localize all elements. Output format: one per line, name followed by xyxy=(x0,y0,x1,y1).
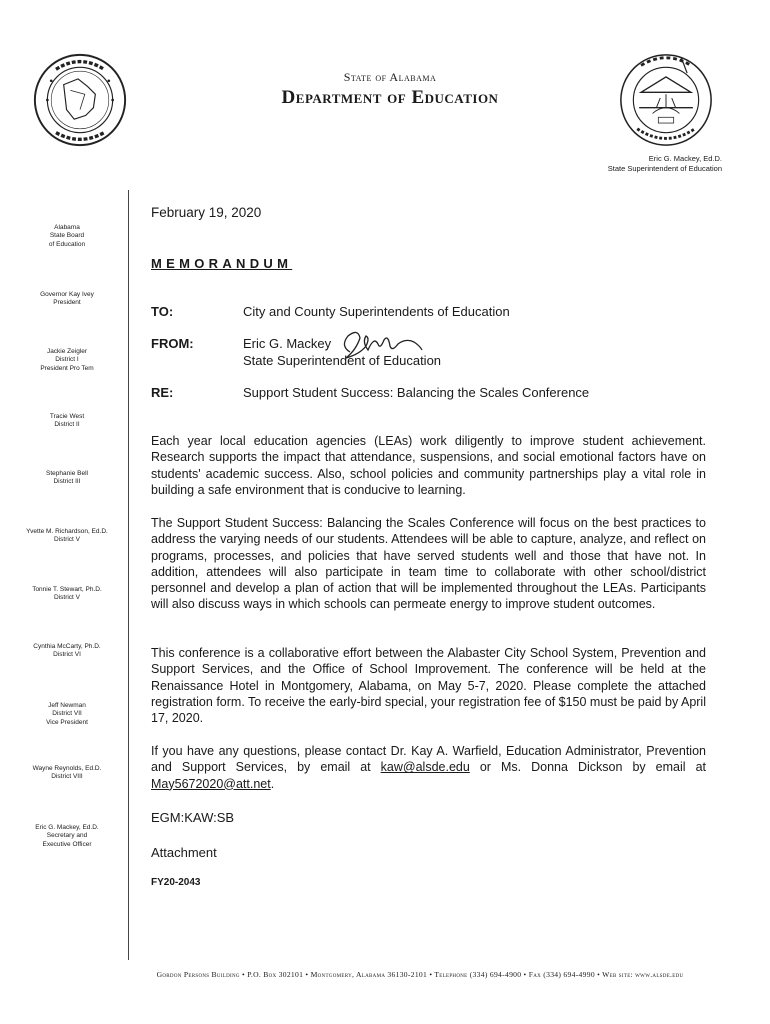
memo-heading: MEMORANDUM xyxy=(151,256,293,271)
board-member: Tonnie T. Stewart, Ph.D. District V xyxy=(32,586,102,602)
letterhead-footer: Gordon Persons Building • P.O. Box 302101 • Montgomery, Alabama 36130-2101 • Telephone (334) 694-4900 • Fax (334) 694-4990 • Web site: www.alsde.edu xyxy=(156,970,684,979)
board-member: Cynthia McCarty, Ph.D. District VI xyxy=(33,643,101,659)
board-member: Eric G. Mackey, Ed.D. Secretary and Executive Officer xyxy=(35,824,99,848)
sidebar-divider xyxy=(128,190,129,960)
re-value: Support Student Success: Balancing the Scales Conference xyxy=(243,385,590,400)
from-label: FROM: xyxy=(151,336,194,351)
board-member: Wayne Reynolds, Ed.D. District VIII xyxy=(32,765,102,781)
superintendent-name: Eric G. Mackey, Ed.D. xyxy=(648,154,722,163)
from-name: Eric G. Mackey xyxy=(243,336,332,351)
board-member: Governor Kay Ivey President xyxy=(40,291,94,307)
board-member: Yvette M. Richardson, Ed.D. District V xyxy=(26,528,108,544)
to-label: TO: xyxy=(151,304,174,319)
file-number: FY20-2043 xyxy=(151,877,201,888)
body-paragraph-1: Each year local education agencies (LEAs) work diligently to improve student achievement. Research supports the impact that attendance, suspensions, and social emotional factors have on students' academic success. Also, school policies and community partnerships play a vital role in building a safe environment that is conducive to learning. xyxy=(151,434,706,497)
body-paragraph-4: If you have any questions, please contact Dr. Kay A. Warfield, Education Administrator, Prevention and Support Services, by email at kaw@alsde.edu or Ms. Donna Dickson by email at May5672020@att.net. xyxy=(151,744,706,791)
re-label: RE: xyxy=(151,385,174,400)
email-link-warfield[interactable]: kaw@alsde.edu xyxy=(380,760,470,775)
state-heading: State of Alabama xyxy=(343,70,437,84)
memo-date: February 19, 2020 xyxy=(151,205,262,220)
memo-initials: EGM:KAW:SB xyxy=(151,810,235,825)
superintendent-title: State Superintendent of Education xyxy=(607,164,722,173)
great-seal-of-alabama-icon xyxy=(32,52,128,148)
body-paragraph-2: The Support Student Success: Balancing the Scales Conference will focus on the best practices to address the varying needs of our students. Attendees will be able to capture, analyze, and reflect on programs, processes, and policies that have served students well and those that have not. In addition, attendees will also participate in team time to collaborate with other school/district personnel and develop a plan of action that will be implemented throughout the LEAs. Participants will also discuss ways in which schools can permeate energy to improve student outcomes. xyxy=(151,516,706,612)
signature-icon xyxy=(336,324,426,368)
to-value: City and County Superintendents of Education xyxy=(243,304,510,319)
from-title: State Superintendent of Education xyxy=(243,353,442,368)
board-member: Alabama State Board of Education xyxy=(48,224,86,248)
body-paragraph-3: This conference is a collaborative effort between the Alabaster City School System, Prevention and Support Services, and the Office of School Improvement. The conference will be held at the Renaissance Hotel in Montgomery, Alabama, on May 5-7, 2020. Please complete the attached registration form. To receive the early-bird special, your registration fee of $150 must be paid by April 17, 2020. xyxy=(151,646,706,726)
board-member: Jeff Newman District VII Vice President xyxy=(46,702,88,726)
board-member: Stephanie Bell District III xyxy=(46,470,88,486)
board-member: Tracie West District II xyxy=(49,413,85,429)
attachment-note: Attachment xyxy=(151,845,217,860)
department-of-education-seal-icon xyxy=(618,52,714,148)
board-member: Jackie Zeigler District I President Pro Tem xyxy=(40,348,94,372)
email-link-dickson[interactable]: May5672020@att.net xyxy=(151,776,271,791)
department-heading: Department of Education xyxy=(281,87,499,108)
